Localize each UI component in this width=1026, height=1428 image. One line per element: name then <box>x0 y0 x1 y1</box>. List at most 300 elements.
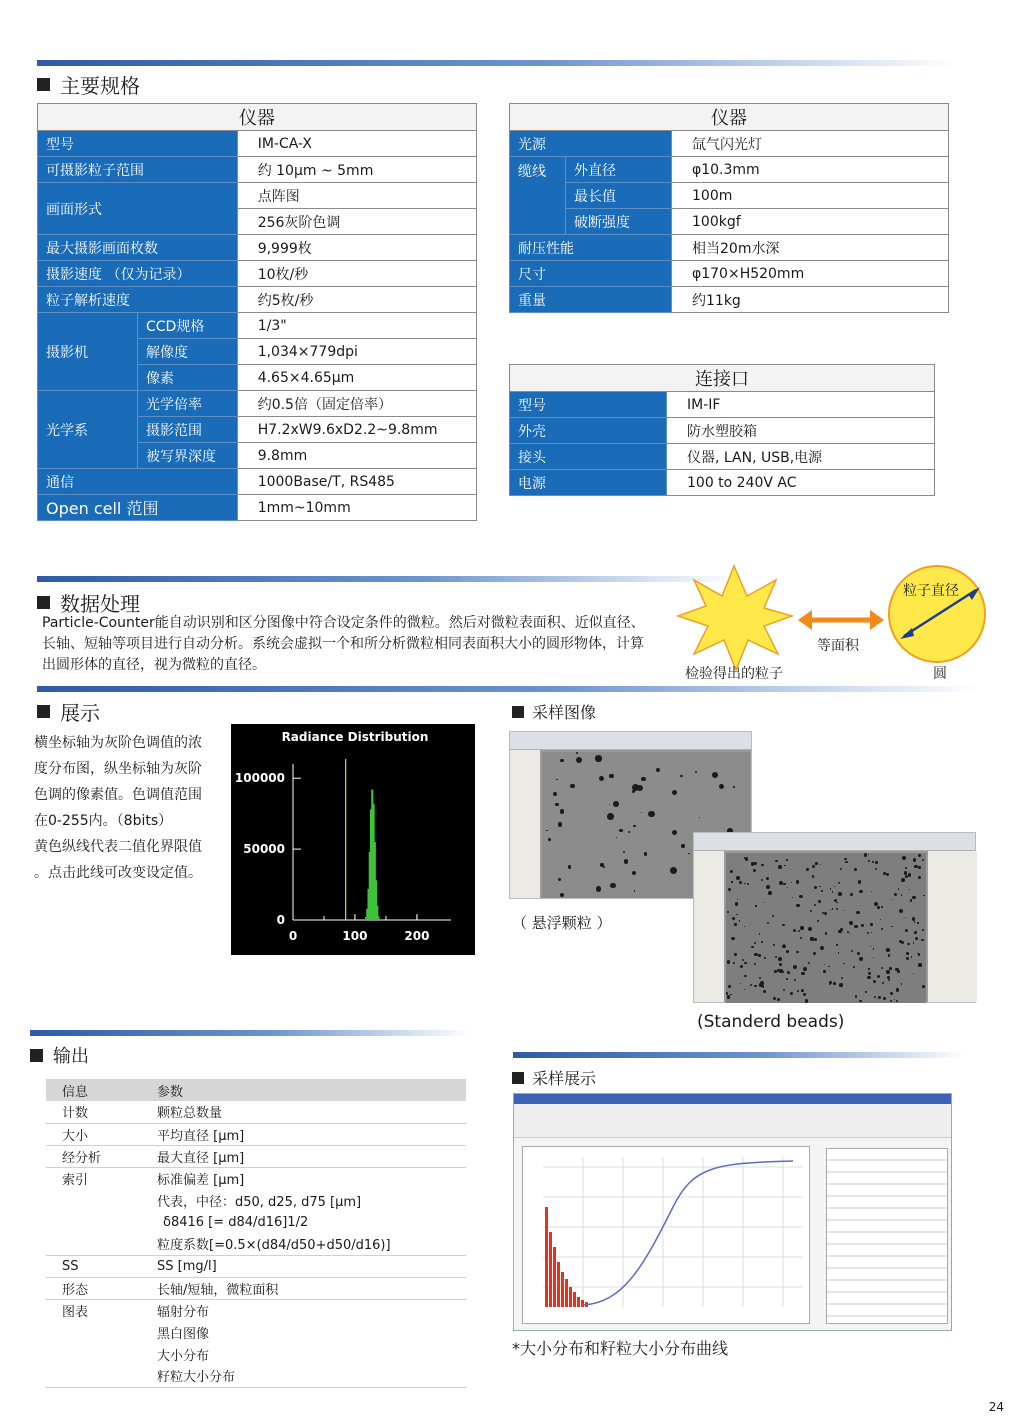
particle-dot <box>754 963 756 965</box>
particle-dot <box>800 937 802 939</box>
spec-key: 摄影机 <box>38 313 138 391</box>
particle-dot <box>832 908 833 909</box>
particle-dot <box>596 886 601 891</box>
particle-dot <box>906 957 909 960</box>
output-table <box>46 1079 466 1388</box>
particle-dot <box>922 985 925 988</box>
particle-dot <box>778 957 782 961</box>
particle-dot <box>753 869 756 872</box>
particle-dot <box>851 950 853 952</box>
section-title-display: 展示 <box>37 697 100 726</box>
output-value: 粒度系数[=0.5×(d84/d50+d50/d16)] <box>141 1233 466 1255</box>
output-value: 标准偏差 [μm] <box>157 1172 245 1188</box>
output-value: 大小分布 <box>157 1348 210 1364</box>
particle-dot <box>763 990 766 993</box>
particle-dot <box>570 784 575 789</box>
particle-dot <box>881 906 883 908</box>
particle-dot <box>695 771 697 773</box>
data-processing-text: Particle-Counter能自动识别和区分图像中符合设定条件的微粒。然后对微粒表面积、近似直径、长轴、短轴等项目进行自动分析。系统会虚拟一个和所分析微粒相同表面积大小的圆形物体，计算出圆形体的直径，视为微粒的直径。 <box>42 615 645 673</box>
cumulative-curve <box>583 1161 793 1305</box>
particle-dot <box>616 837 617 838</box>
sample-image-title: 采样图像 <box>512 700 596 723</box>
particle-dot <box>553 792 557 796</box>
particle-dot <box>797 904 799 906</box>
square-bullet-icon <box>37 78 50 91</box>
particle-dot <box>877 906 880 909</box>
particle-dot <box>712 772 718 778</box>
particle-dot <box>902 856 906 860</box>
spec-value: 4.65×4.65μm <box>237 365 476 391</box>
window-toolbar <box>514 1104 951 1138</box>
particle-dot <box>849 933 850 934</box>
particle-dot <box>914 921 916 923</box>
particle-dot <box>699 817 700 818</box>
particle-dot <box>887 976 890 979</box>
output-key <box>46 1365 141 1387</box>
particle-dot <box>886 948 889 951</box>
particle-dot <box>834 886 835 887</box>
particle-dot <box>740 965 743 968</box>
particle-dot <box>810 937 813 940</box>
output-value: SS [mg/l] <box>141 1255 466 1277</box>
particle-dot <box>830 888 831 889</box>
particle-dot <box>796 880 800 884</box>
spec-subkey: 外直径 <box>566 157 672 183</box>
output-value: 长轴/短轴，微粒面积 <box>141 1277 466 1299</box>
particle-dot <box>805 999 808 1002</box>
particle-dot <box>836 902 837 903</box>
particle-dot <box>628 831 630 833</box>
output-key: 经分析 <box>46 1145 141 1167</box>
window-toolbar <box>694 833 975 851</box>
particle-dot <box>838 882 840 884</box>
particle-dot <box>783 883 785 885</box>
output-value: 代表，中径：d50, d25, d75 [μm] <box>157 1194 362 1210</box>
particle-dot <box>814 938 817 941</box>
particle-dot <box>798 930 800 932</box>
particle-dot <box>913 973 915 975</box>
equal-area-label: 等面积 <box>817 638 859 654</box>
particle-dot <box>641 812 643 814</box>
particle-dot <box>754 942 756 944</box>
spec-value: 100 to 240V AC <box>667 470 935 496</box>
particle-dot <box>768 891 772 895</box>
particle-dot <box>881 967 883 969</box>
output-value: 籽粒大小分布 <box>141 1365 466 1387</box>
particle-dot <box>813 952 816 955</box>
particle-dot <box>921 939 923 941</box>
particle-dot <box>632 871 636 875</box>
particle-dot <box>915 937 919 941</box>
particle-dot <box>868 860 870 862</box>
particle-dot <box>803 993 807 997</box>
particle-dot <box>783 944 786 947</box>
particle-dot <box>784 865 786 867</box>
particle-dot <box>759 933 760 934</box>
output-value: 平均直径 [μm] <box>141 1123 466 1145</box>
particle-dot <box>923 895 925 897</box>
section-bar <box>37 60 957 66</box>
particle-dot <box>905 867 907 869</box>
sample-display-caption: *大小分布和籽粒大小分布曲线 <box>512 1339 729 1358</box>
y-tick-label: 100000 <box>234 771 285 786</box>
particle-dot <box>751 946 754 949</box>
particle-dot <box>735 902 739 906</box>
particle-dot <box>727 911 729 913</box>
text-line: 黄色纵线代表二值化界限值 <box>34 839 202 855</box>
particle-dot <box>808 962 810 964</box>
spec-value: 约5枚/秒 <box>237 287 476 313</box>
particle-dot <box>821 890 823 892</box>
particle-dot <box>901 894 902 895</box>
particle-dot <box>838 952 840 954</box>
particle-dot <box>814 886 817 889</box>
output-header-param: 参数 <box>141 1079 466 1101</box>
y-tick-label: 50000 <box>243 842 285 857</box>
spec-value: 约 10μm ~ 5mm <box>237 157 476 183</box>
arrow-head-left-icon <box>798 610 812 630</box>
beads-image <box>726 853 926 1003</box>
interface-spec-table <box>509 364 935 496</box>
page-number: 24 <box>988 1400 1004 1414</box>
particle-dot <box>731 881 732 882</box>
output-value: 黑白图像 <box>157 1326 210 1342</box>
particle-dot <box>874 996 876 998</box>
particle-dot <box>904 871 907 874</box>
particle-dot <box>911 956 912 957</box>
particle-dot <box>870 923 873 926</box>
spec-key: 可摄影粒子范围 <box>38 157 238 183</box>
particle-dot <box>745 857 748 860</box>
output-key: 大小 <box>46 1123 141 1145</box>
particle-dot <box>619 829 623 833</box>
output-key: SS <box>46 1255 141 1277</box>
particle-dot <box>844 910 845 911</box>
particle-dot <box>870 946 871 947</box>
particle-dot <box>818 900 821 903</box>
spec-value: 相当20m水深 <box>672 235 949 261</box>
particle-dot <box>803 967 807 971</box>
table-header: 仪器 <box>38 104 477 131</box>
particle-dot <box>644 852 647 855</box>
particle-dot <box>820 946 824 950</box>
spec-key: 电源 <box>510 470 667 496</box>
particle-dot <box>648 811 654 817</box>
particle-dot <box>922 859 924 861</box>
particle-dot <box>753 862 756 865</box>
spec-value: 9,999枚 <box>237 235 476 261</box>
particle-dot <box>873 980 876 983</box>
particle-dot <box>886 970 890 974</box>
particle-dot <box>576 757 582 763</box>
particle-dot <box>786 978 788 980</box>
particle-dot <box>844 858 847 861</box>
spec-value: 1000Base/T, RS485 <box>237 469 476 495</box>
particle-dot <box>847 931 849 933</box>
particle-dot <box>922 929 924 931</box>
particle-dot <box>918 876 921 879</box>
output-key: 计数 <box>46 1101 141 1123</box>
particle-dot <box>912 896 915 899</box>
particle-dot <box>865 991 866 992</box>
particle-dot <box>773 997 776 1000</box>
arrow-head-right-icon <box>870 610 884 630</box>
particle-dot <box>890 1000 892 1002</box>
particle-dot <box>787 971 790 974</box>
output-key <box>46 1321 141 1343</box>
particle-dot <box>764 957 766 959</box>
particle-dot <box>859 957 863 961</box>
particle-dot <box>872 861 874 863</box>
particle-dot <box>914 931 917 934</box>
particle-dot <box>733 962 735 964</box>
spec-key: 粒子解析速度 <box>38 287 238 313</box>
output-key <box>46 1233 141 1255</box>
particle-dot <box>797 990 799 992</box>
particle-dot <box>820 864 821 865</box>
spec-subkey: 最长值 <box>566 183 672 209</box>
particle-dot <box>800 926 803 929</box>
particle-dot <box>828 966 829 967</box>
particle-dot <box>853 966 855 968</box>
spec-value: 10枚/秒 <box>237 261 476 287</box>
section-title-spec: 主要规格 <box>37 70 140 99</box>
spec-value: 约11kg <box>672 287 949 313</box>
particle-dot <box>727 995 731 999</box>
particle-dot <box>736 876 740 880</box>
particle-dot <box>898 888 900 890</box>
particle-dot <box>680 775 682 777</box>
particle-dot <box>754 985 756 987</box>
particle-dot <box>878 996 882 1000</box>
particle-dot <box>556 779 557 780</box>
spec-value: IM-IF <box>667 392 935 418</box>
section-bar <box>37 686 982 692</box>
output-key: 索引 <box>62 1172 89 1188</box>
particle-dot <box>868 972 871 975</box>
particle-dot <box>864 853 868 857</box>
particle-dot <box>873 948 874 949</box>
particle-dot <box>744 989 745 990</box>
particle-dot <box>623 851 625 853</box>
particle-dot <box>812 865 815 868</box>
particle-dot <box>892 899 893 900</box>
particle-dot <box>875 861 878 864</box>
text-line: 。点击此线可改变设定值。 <box>34 865 202 881</box>
particle-dot <box>799 895 803 899</box>
x-tick-label: 100 <box>342 929 368 943</box>
particle-dot <box>637 785 643 791</box>
square-bullet-icon <box>37 705 50 718</box>
particle-dot <box>750 984 753 987</box>
particle-dot <box>688 853 690 855</box>
particle-dot <box>632 790 636 794</box>
particle-dot <box>558 878 561 881</box>
particle-dot <box>808 927 812 931</box>
spec-key: 型号 <box>510 392 667 418</box>
particle-dot <box>901 878 905 882</box>
particle-dot <box>634 890 636 892</box>
particle-dot <box>739 920 740 921</box>
particle-dot <box>796 951 798 953</box>
particle-dot <box>819 886 820 887</box>
particle-dot <box>728 888 731 891</box>
particle-dot <box>854 868 858 872</box>
particle-dot <box>839 983 842 986</box>
particle-dot <box>672 790 677 795</box>
particle-dot <box>886 873 887 874</box>
square-bullet-icon <box>30 1049 43 1062</box>
particle-dot <box>736 914 738 916</box>
particle-dot <box>560 893 564 897</box>
particle-dot <box>896 1000 898 1002</box>
particle-dot <box>758 954 761 957</box>
particle-dot <box>891 926 893 928</box>
particle-dot <box>810 910 812 912</box>
spec-key: 通信 <box>38 469 238 495</box>
particle-dot <box>823 970 825 972</box>
particle-dot <box>906 952 909 955</box>
particle-dot <box>859 890 863 894</box>
spec-subkey: CCD规格 <box>138 313 238 339</box>
spec-value: IM-CA-X <box>237 131 476 157</box>
particle-dot <box>907 943 909 945</box>
particle-dot <box>854 925 857 928</box>
particle-dot <box>871 891 872 892</box>
particle-dot <box>913 942 914 943</box>
particle-dot <box>829 981 832 984</box>
y-tick-label: 0 <box>276 913 285 927</box>
particle-dot <box>730 870 733 873</box>
particle-dot <box>806 868 809 871</box>
instrument-spec-table-2 <box>509 103 949 313</box>
diameter-label: 粒子直径 <box>903 583 959 599</box>
section-bar <box>37 576 737 582</box>
section-title-output: 输出 <box>30 1042 89 1068</box>
spec-key: 光源 <box>510 131 672 157</box>
particle-dot <box>871 932 872 933</box>
particle-dot <box>858 880 861 883</box>
caption-beads: (Standerd beads) <box>697 1012 845 1032</box>
particle-dot <box>868 854 869 855</box>
square-bullet-icon <box>37 596 50 609</box>
particle-dot <box>761 864 764 867</box>
particle-dot <box>747 883 749 885</box>
section-bar <box>513 1052 965 1058</box>
particle-dot <box>894 893 897 896</box>
section-bar <box>30 1030 470 1036</box>
particle-dot <box>867 976 870 979</box>
spec-value: 约0.5倍（固定倍率） <box>237 391 476 417</box>
circle-label: 圆 <box>933 666 947 682</box>
screenshot-standard-beads <box>693 832 976 1003</box>
particle-dot <box>836 908 838 910</box>
particle-dot <box>832 891 833 892</box>
particle-dot <box>656 768 660 772</box>
particle-dot <box>873 957 874 958</box>
particle-dot <box>744 975 747 978</box>
distribution-svg <box>523 1147 811 1325</box>
particle-dot <box>875 868 877 870</box>
radiance-chart-svg <box>231 724 475 955</box>
particle-dot <box>719 784 724 789</box>
x-tick-label: 200 <box>404 929 430 943</box>
particle-dot <box>761 941 763 943</box>
particle-dot <box>613 801 619 807</box>
output-key <box>46 1343 141 1365</box>
particle-dot <box>734 923 737 926</box>
spec-key: 耐压性能 <box>510 235 672 261</box>
particle-dot <box>918 854 921 857</box>
spec-key: 缆线 <box>510 157 566 235</box>
spec-value: H7.2xW9.6xD2.2~9.8mm <box>237 417 476 443</box>
particle-dot <box>787 887 788 888</box>
caption-suspended: （ 悬浮颗粒 ） <box>512 914 612 932</box>
particle-dot <box>766 885 770 889</box>
particle-dot <box>882 982 884 984</box>
window-toolbar <box>510 732 751 750</box>
spec-key: 尺寸 <box>510 261 672 287</box>
particle-dot <box>599 776 604 781</box>
spec-value: 256灰阶色调 <box>237 209 476 235</box>
particle-dot <box>793 929 796 932</box>
particle-dot <box>786 950 789 953</box>
particle-dot <box>909 889 910 890</box>
particle-dot <box>801 972 804 975</box>
particle-dot <box>734 953 738 957</box>
particle-dot <box>913 858 917 862</box>
particle-dot <box>890 992 893 995</box>
particle-dot <box>855 995 858 998</box>
particle-dot <box>859 1000 861 1002</box>
output-key: 形态 <box>46 1277 141 1299</box>
particle-dot <box>778 865 782 869</box>
particle-dot <box>761 879 763 881</box>
x-tick-label: 0 <box>288 929 298 943</box>
particle-dot <box>838 930 841 933</box>
particle-dot <box>779 963 782 966</box>
particle-dot <box>568 865 572 869</box>
particle-dot <box>730 994 732 996</box>
particle-dot <box>908 873 911 876</box>
particle-dot <box>849 921 853 925</box>
particle-dot <box>801 990 802 991</box>
text-line: 色调的像素值。色调值范围 <box>34 787 202 803</box>
particle-dot <box>792 897 793 898</box>
particle-dot <box>793 965 797 969</box>
particle-dot <box>763 902 764 903</box>
particle-dot <box>883 997 886 1000</box>
spec-subkey: 摄影范围 <box>138 417 238 443</box>
particle-dot <box>755 905 756 906</box>
particle-dot <box>633 825 635 827</box>
output-value: 颗粒总数量 <box>141 1101 466 1123</box>
particle-dot <box>880 919 881 920</box>
particle-dot <box>843 963 845 965</box>
spec-key: Open cell 范围 <box>38 495 238 521</box>
particle-dot <box>595 755 601 761</box>
particle-dot <box>739 881 742 884</box>
spec-key: 外壳 <box>510 418 667 444</box>
particle-dot <box>857 952 860 955</box>
particle-dot <box>918 963 921 966</box>
particle-dot <box>558 822 563 827</box>
window-left-panel <box>694 851 724 1002</box>
particle-dot <box>881 928 883 930</box>
particle-label: 检验得出的粒子 <box>685 666 783 682</box>
particle-dot <box>607 813 614 820</box>
particle-dot <box>777 998 780 1001</box>
